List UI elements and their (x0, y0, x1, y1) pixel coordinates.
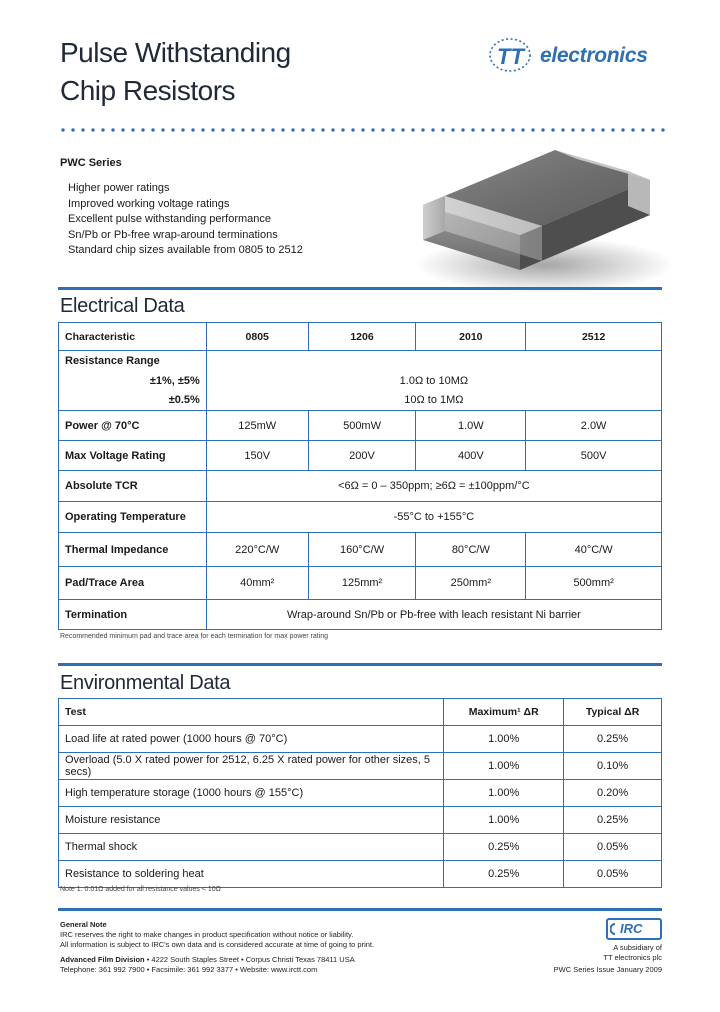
table-cell: 500mW (308, 411, 416, 441)
table-cell: 1.00% (444, 726, 564, 753)
irc-logo (606, 918, 662, 940)
table-row (59, 567, 662, 600)
title-line-2: Chip Resistors (60, 75, 236, 106)
table-row (59, 471, 662, 502)
table-row (59, 600, 662, 630)
table-cell: 0.05% (564, 861, 662, 888)
table-row (59, 391, 662, 411)
table-cell: Thermal shock (59, 834, 444, 861)
division-name: Advanced Film Division (60, 955, 145, 964)
table-row (59, 726, 662, 753)
table-cell: 80°C/W (416, 533, 526, 567)
subsidiary-line: A subsidiary of (613, 943, 662, 952)
column-header: 0805 (206, 323, 308, 351)
subsidiary-note (603, 943, 662, 962)
electrical-table (58, 322, 662, 630)
table-cell (206, 351, 661, 371)
table-cell: Resistance to soldering heat (59, 861, 444, 888)
column-header: Test (59, 699, 444, 726)
table-row (59, 834, 662, 861)
feature-list (68, 181, 303, 259)
table-cell: 1.00% (444, 780, 564, 807)
table-cell: 150V (206, 441, 308, 471)
subsidiary-line: TT electronics plc (603, 952, 662, 962)
contact-line: Telephone: 361 992 7900 • Facsimile: 361 992 3377 • Website: www.irctt.com (60, 965, 318, 974)
table-row (59, 441, 662, 471)
column-header: Characteristic (59, 323, 207, 351)
row-label: Termination (59, 600, 207, 630)
column-header: Typical ΔR (564, 699, 662, 726)
table-cell: 40°C/W (526, 533, 662, 567)
table-cell: 500mm² (526, 567, 662, 600)
tt-electronics-logo (488, 36, 668, 76)
title-line-1: Pulse Withstanding (60, 37, 291, 68)
table-cell: 0.25% (444, 861, 564, 888)
environmental-footnote: Note 1: 0.01Ω added for all resistance values < 10Ω (60, 886, 221, 893)
table-cell: 200V (308, 441, 416, 471)
row-label: Power @ 70°C (59, 411, 207, 441)
table-cell: 220°C/W (206, 533, 308, 567)
table-cell: 1.0W (416, 411, 526, 441)
table-row (59, 533, 662, 567)
section-rule (58, 663, 662, 666)
svg-text:TT: TT (497, 44, 524, 69)
table-cell: 400V (416, 441, 526, 471)
tt-logo-icon (488, 36, 534, 74)
environmental-heading: Environmental Data (60, 672, 231, 694)
table-cell: 2.0W (526, 411, 662, 441)
table-cell: 125mW (206, 411, 308, 441)
table-header-row (59, 323, 662, 351)
section-rule (58, 287, 662, 290)
electrical-footnote: Recommended minimum pad and trace area for each termination for max power rating (60, 633, 329, 640)
table-cell: 0.25% (564, 807, 662, 834)
table-cell: High temperature storage (1000 hours @ 155°C) (59, 780, 444, 807)
row-label: Resistance Range (59, 351, 207, 371)
page-title (60, 34, 291, 110)
table-cell: 0.10% (564, 753, 662, 780)
feature-item: Sn/Pb or Pb-free wrap-around terminations (68, 228, 278, 241)
section-rule (58, 908, 662, 911)
irc-logo-text: IRC (620, 921, 643, 936)
table-row (59, 351, 662, 371)
chip-resistor-image (405, 130, 670, 300)
table-cell: Moisture resistance (59, 807, 444, 834)
feature-item: Standard chip sizes available from 0805 to 2512 (68, 244, 303, 256)
table-cell: 160°C/W (308, 533, 416, 567)
series-label: PWC Series (60, 157, 122, 169)
table-cell: Load life at rated power (1000 hours @ 70°C) (59, 726, 444, 753)
table-cell: 1.0Ω to 10MΩ (206, 371, 661, 391)
row-label: Absolute TCR (59, 471, 207, 502)
table-row (59, 753, 662, 780)
table-row (59, 502, 662, 533)
electrical-heading: Electrical Data (60, 295, 185, 317)
table-cell: 125mm² (308, 567, 416, 600)
row-label: Thermal Impedance (59, 533, 207, 567)
row-sublabel: ±0.5% (59, 391, 207, 411)
table-cell: 40mm² (206, 567, 308, 600)
general-note-title: General Note (60, 920, 107, 929)
brand-name: electronics (540, 44, 648, 67)
table-cell: 0.20% (564, 780, 662, 807)
column-header: 2010 (416, 323, 526, 351)
table-row (59, 371, 662, 391)
table-cell: 250mm² (416, 567, 526, 600)
column-header: Maximum¹ ΔR (444, 699, 564, 726)
table-header-row (59, 699, 662, 726)
table-cell: 500V (526, 441, 662, 471)
feature-item: Higher power ratings (68, 182, 170, 194)
issue-date: PWC Series Issue January 2009 (553, 965, 662, 974)
feature-item: Improved working voltage ratings (68, 197, 230, 210)
general-note (60, 920, 374, 950)
table-cell: 1.00% (444, 753, 564, 780)
table-cell: Wrap-around Sn/Pb or Pb-free with leach resistant Ni barrier (206, 600, 661, 630)
column-header: 1206 (308, 323, 416, 351)
row-label: Max Voltage Rating (59, 441, 207, 471)
table-row (59, 411, 662, 441)
table-cell: 10Ω to 1MΩ (206, 391, 661, 411)
table-cell: <6Ω = 0 – 350ppm; ≥6Ω = ±100ppm/°C (206, 471, 661, 502)
environmental-table (58, 698, 662, 888)
general-note-line: IRC reserves the right to make changes in product specification without notice or liability. (60, 930, 354, 939)
table-row (59, 861, 662, 888)
table-row (59, 807, 662, 834)
column-header: 2512 (526, 323, 662, 351)
division-address (60, 955, 355, 975)
irc-mark-icon (610, 923, 620, 935)
table-cell: Overload (5.0 X rated power for 2512, 6.25 X rated power for other sizes, 5 secs) (59, 753, 444, 780)
address-text: • 4222 South Staples Street • Corpus Christi Texas 78411 USA (146, 955, 355, 964)
table-cell: 0.05% (564, 834, 662, 861)
row-label: Pad/Trace Area (59, 567, 207, 600)
table-cell: 0.25% (564, 726, 662, 753)
row-label: Operating Temperature (59, 502, 207, 533)
table-cell: 0.25% (444, 834, 564, 861)
row-sublabel: ±1%, ±5% (59, 371, 207, 391)
general-note-line: All information is subject to IRC's own data and is considered accurate at time of going to print. (60, 940, 375, 949)
feature-item: Excellent pulse withstanding performance (68, 213, 272, 225)
table-row (59, 780, 662, 807)
table-cell: -55°C to +155°C (206, 502, 661, 533)
table-cell: 1.00% (444, 807, 564, 834)
